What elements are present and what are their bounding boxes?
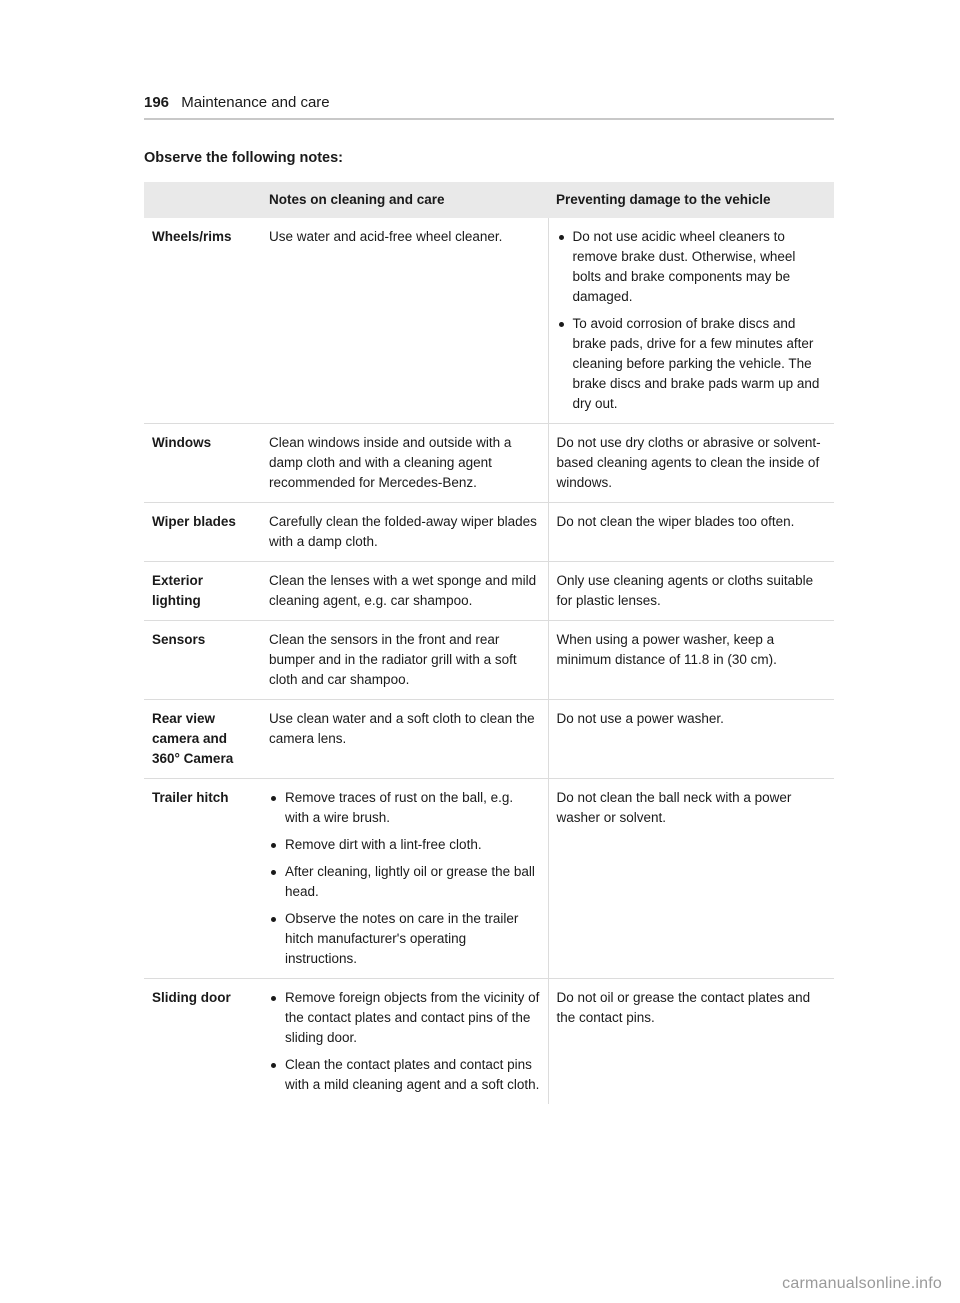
page-number: 196 <box>144 94 170 111</box>
bullet-item: Remove traces of rust on the ball, e.g. with a wire brush. <box>269 788 540 828</box>
cleaning-care-table <box>144 182 834 1104</box>
intro-heading: Observe the following notes: <box>144 150 343 166</box>
cell-text: Use water and acid-free wheel cleaner. <box>269 229 503 244</box>
care-notes-cell <box>261 700 548 779</box>
bullet-list <box>269 788 540 969</box>
bullet-item: Do not use acidic wheel cleaners to remove brake dust. Otherwise, wheel bolts and brake components may be damaged. <box>557 227 827 307</box>
cell-text: Clean the sensors in the front and rear bumper and in the radiator grill with a soft cloth and car shampoo. <box>269 632 517 687</box>
care-notes-cell <box>261 503 548 562</box>
prevent-damage-cell <box>548 562 834 621</box>
care-notes-cell <box>261 562 548 621</box>
prevent-damage-cell <box>548 979 834 1105</box>
cell-text: Use clean water and a soft cloth to clean the camera lens. <box>269 711 535 746</box>
cell-text: Do not use dry cloths or abrasive or solvent-based cleaning agents to clean the inside of windows. <box>556 435 821 490</box>
prevent-damage-cell <box>548 218 834 424</box>
row-label: Trailer hitch <box>144 779 261 979</box>
page-header <box>144 92 834 120</box>
bullet-item: After cleaning, lightly oil or grease the ball head. <box>269 862 540 902</box>
cell-text: Do not clean the ball neck with a power washer or solvent. <box>556 790 792 825</box>
bullet-item: To avoid corrosion of brake discs and brake pads, drive for a few minutes after cleaning before parking the vehicle. The brake discs and brake pads warm up and dry out. <box>557 314 827 414</box>
bullet-list <box>557 227 827 414</box>
bullet-item: Observe the notes on care in the trailer hitch manufacturer's operating instructions. <box>269 909 540 969</box>
cell-text: Carefully clean the folded-away wiper blades with a damp cloth. <box>269 514 537 549</box>
watermark: carmanualsonline.info <box>782 1275 942 1292</box>
column-header-prevent: Preventing damage to the vehicle <box>548 182 834 218</box>
prevent-damage-cell <box>548 503 834 562</box>
prevent-damage-cell <box>548 424 834 503</box>
table-row <box>144 700 834 779</box>
cell-text: Do not use a power washer. <box>556 711 724 726</box>
prevent-damage-cell <box>548 621 834 700</box>
prevent-damage-cell <box>548 779 834 979</box>
section-title: Maintenance and care <box>181 94 330 111</box>
row-label: Wheels/rims <box>152 229 232 244</box>
care-notes-cell <box>261 779 548 979</box>
cell-text: Do not oil or grease the contact plates and the contact pins. <box>556 990 811 1025</box>
cell-text: Clean windows inside and outside with a damp cloth and with a cleaning agent recommended for Mercedes-Benz. <box>269 435 512 490</box>
cell-text: Only use cleaning agents or cloths suitable for plastic lenses. <box>556 573 814 608</box>
table-row <box>144 779 834 979</box>
prevent-damage-cell <box>548 700 834 779</box>
table-row <box>144 424 834 503</box>
care-notes-cell <box>261 979 548 1105</box>
table-header-row <box>144 182 834 218</box>
bullet-item: Remove dirt with a lint-free cloth. <box>269 835 540 855</box>
cell-text: When using a power washer, keep a minimum distance of 11.8 in (30 cm). <box>556 632 777 667</box>
row-label: Exterior lighting <box>144 562 261 621</box>
table-row <box>144 562 834 621</box>
care-notes-cell <box>261 218 548 424</box>
row-label: Windows <box>144 424 261 503</box>
care-notes-cell <box>261 621 548 700</box>
bullet-item: Remove foreign objects from the vicinity of the contact plates and contact pins of the sliding door. <box>269 988 540 1048</box>
row-label: Sliding door <box>144 979 261 1105</box>
table-row <box>144 503 834 562</box>
row-label: Sensors <box>144 621 261 700</box>
column-header-care: Notes on cleaning and care <box>261 182 548 218</box>
table-row <box>144 621 834 700</box>
row-label: Rear view camera and 360° Camera <box>144 700 261 779</box>
cell-text: Clean the lenses with a wet sponge and mild cleaning agent, e.g. car shampoo. <box>269 573 537 608</box>
row-label: Wiper blades <box>144 503 261 562</box>
bullet-list <box>269 988 540 1095</box>
table-row <box>144 979 834 1105</box>
cell-text: Do not clean the wiper blades too often. <box>556 514 795 529</box>
column-header-label <box>144 182 261 218</box>
care-notes-cell <box>261 424 548 503</box>
table-row <box>144 218 834 424</box>
bullet-item: Clean the contact plates and contact pins with a mild cleaning agent and a soft cloth. <box>269 1055 540 1095</box>
